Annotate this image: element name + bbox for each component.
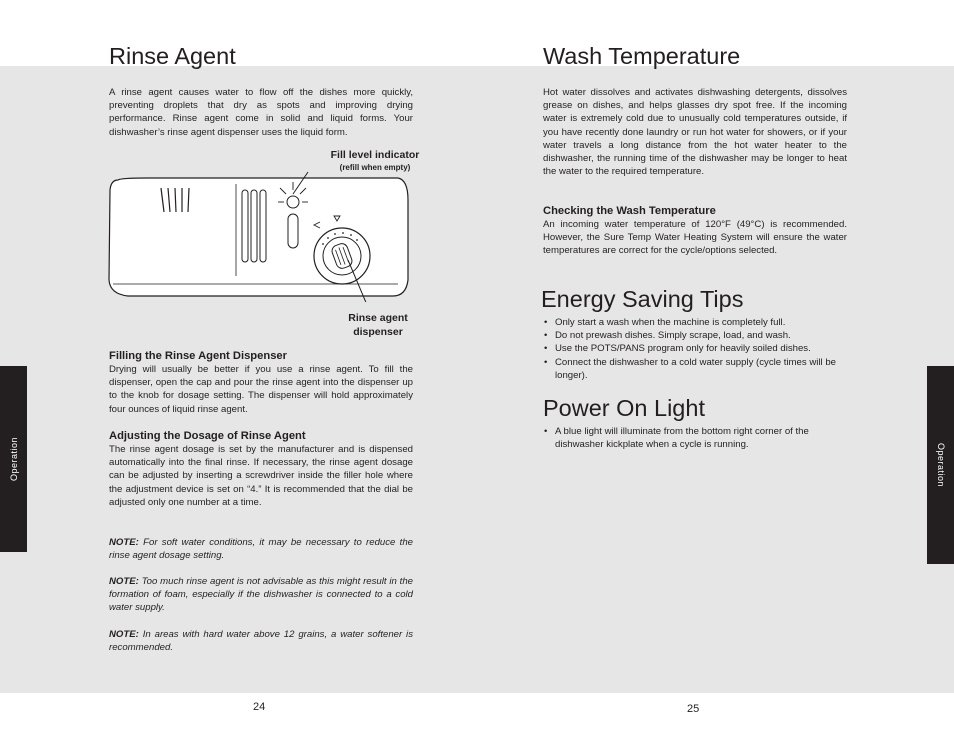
- checking-text: An incoming water temperature of 120°F (49°C) is recommended. However, the Sure Temp Water Heating System will ensure the water temperatures are correct for the cycle/options selected.: [543, 219, 847, 257]
- energy-tips-list: [543, 316, 847, 382]
- dosage-dial: [314, 228, 370, 284]
- note-label: NOTE:: [109, 629, 139, 640]
- note-text: In areas with hard water above 12 grains, a water softener is recommended.: [109, 629, 413, 654]
- power-light-list: [543, 425, 847, 451]
- page-number-right: 25: [687, 703, 700, 715]
- list-item: • Use the POTS/PANS program only for heavily soiled dishes.: [543, 342, 847, 355]
- rinse-agent-dispenser-diagram: [108, 160, 412, 302]
- fill-level-sublabel: (refill when empty): [339, 163, 411, 172]
- filling-heading: Filling the Rinse Agent Dispenser: [109, 350, 287, 362]
- wash-temperature-title: Wash Temperature: [543, 43, 741, 69]
- grip-ribs: [242, 190, 266, 262]
- section-tab-label: Operation: [935, 442, 946, 488]
- checking-heading: Checking the Wash Temperature: [543, 205, 716, 217]
- adjusting-text: The rinse agent dosage is set by the manufacturer and is dispensed automatically into the final rinse. If necessary, the rinse agent dosage can be adjusted by inserting a screwdriver inside the filler hole where the adjustment device is set on “4.” It is recommended that the dial be adjusted only one number at a time.: [109, 444, 413, 508]
- rinse-agent-dispenser-label-line2: dispenser: [353, 326, 403, 338]
- note-hard-water: [109, 628, 413, 654]
- fill-level-window: [287, 196, 299, 248]
- page-number-left: 24: [253, 701, 266, 713]
- fill-level-label: Fill level indicator: [330, 149, 420, 161]
- note-soft-water: [109, 536, 413, 562]
- list-item: • Do not prewash dishes. Simply scrape, load, and wash.: [543, 329, 847, 342]
- section-tab-left: [0, 366, 27, 552]
- list-item: • Only start a wash when the machine is completely full.: [543, 316, 847, 329]
- filling-text: Drying will usually be better if you use a rinse agent. To fill the dispenser, open the cap and pour the rinse agent into the dispenser up to the knob for dosage setting. The dispenser will hold approximately four ounces of liquid rinse agent.: [109, 364, 413, 415]
- list-item: • A blue light will illuminate from the bottom right corner of the dishwasher kickplate when a cycle is running.: [543, 425, 847, 451]
- note-text: Too much rinse agent is not advisable as this might result in the formation of foam, especially if the dishwasher is connected to a cold water supply.: [109, 576, 414, 614]
- energy-saving-title: Energy Saving Tips: [541, 286, 744, 312]
- rinse-agent-title: Rinse Agent: [109, 43, 236, 69]
- note-label: NOTE:: [109, 537, 139, 548]
- list-item: • Connect the dishwasher to a cold water supply (cycle times will be longer).: [543, 356, 847, 382]
- section-tab-right: [927, 366, 954, 564]
- note-label: NOTE:: [109, 576, 139, 587]
- rinse-agent-intro: A rinse agent causes water to flow off the dishes more quickly, preventing droplets that dry as spots and improving drying performance. Rinse agent come in solid and liquid forms. Your dishwasher’s rinse agent dispenser uses the liquid form.: [109, 87, 413, 138]
- note-too-much-rinse: [109, 575, 413, 615]
- rinse-agent-dispenser-label-line1: Rinse agent: [348, 312, 408, 324]
- section-tab-label: Operation: [8, 436, 19, 482]
- wash-temperature-text: Hot water dissolves and activates dishwashing detergents, dissolves grease on dishes, and helps glasses dry spot free. If the incoming water is extremely cold due to unusually cold temperatures outside, if you have recently done laundry or run hot water for showers, or if your water travels a long distance from the hot water heater to the dishwasher, the running time of the dishwasher may be longer to heat the water to the required temperature.: [543, 87, 847, 178]
- power-on-light-title: Power On Light: [543, 395, 705, 421]
- adjusting-heading: Adjusting the Dosage of Rinse Agent: [109, 430, 306, 442]
- note-text: For soft water conditions, it may be necessary to reduce the rinse agent dosage setting.: [109, 537, 413, 562]
